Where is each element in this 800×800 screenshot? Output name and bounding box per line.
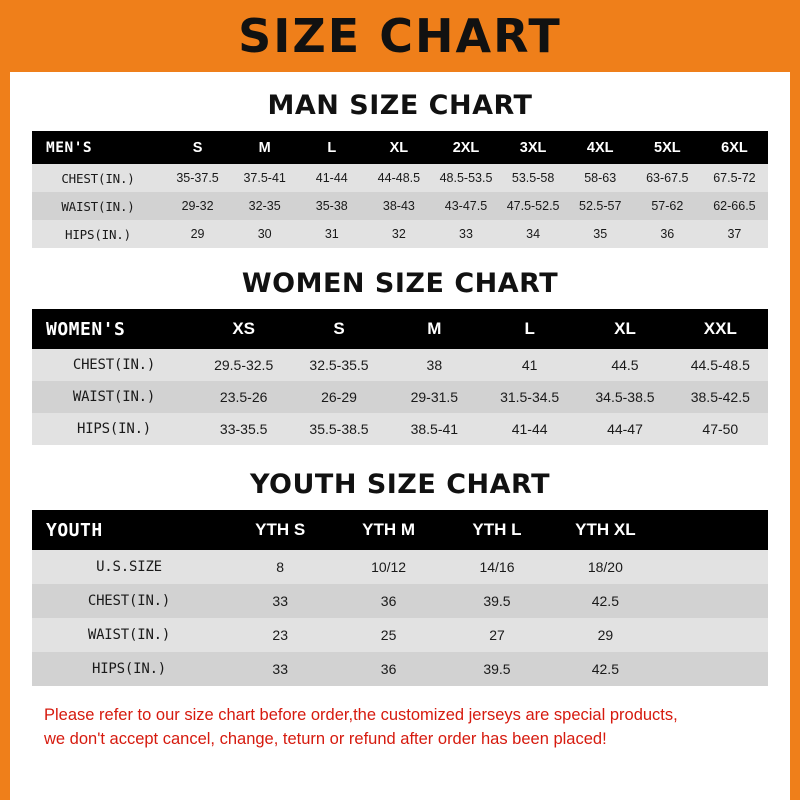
youth-r0c4	[660, 550, 768, 584]
women-corner-label: WOMEN'S	[32, 309, 196, 349]
man-r2c3: 32	[391, 227, 406, 241]
man-r2c4: 33	[459, 227, 473, 241]
women-col-5: XXL	[673, 309, 768, 349]
man-col-0: S	[164, 131, 231, 164]
women-r0c4: 44.5	[611, 357, 639, 373]
women-r0c5: 44.5-48.5	[690, 357, 750, 373]
man-col-1: M	[231, 131, 298, 164]
women-col-4: XL	[577, 309, 672, 349]
women-col-0: XS	[196, 309, 291, 349]
youth-r0c3: 18/20	[587, 559, 623, 575]
table-row	[32, 550, 768, 584]
youth-table-head	[32, 510, 768, 550]
table-row	[32, 192, 768, 220]
man-corner-label: MEN'S	[32, 131, 164, 164]
page-title: SIZE CHART	[238, 9, 562, 63]
man-col-5: 3XL	[500, 131, 567, 164]
man-r1c4: 43-47.5	[444, 199, 488, 213]
youth-row-2-label: WAIST(IN.)	[87, 627, 171, 643]
women-col-1: S	[291, 309, 386, 349]
man-r1c8: 62-66.5	[713, 199, 756, 213]
youth-r1c1: 36	[380, 593, 397, 609]
women-r1c4: 34.5-38.5	[595, 389, 655, 405]
youth-r3c1: 36	[380, 661, 397, 677]
youth-r2c1: 25	[380, 627, 397, 643]
youth-section-title: YOUTH SIZE CHART	[249, 469, 551, 500]
man-r0c5: 53.5-58	[511, 171, 555, 185]
footer-note-line-2: we don't accept cancel, change, teturn or refund after order has been placed!	[44, 729, 607, 748]
women-r2c2: 38.5-41	[410, 421, 459, 437]
man-r2c6: 35	[593, 227, 608, 241]
women-r1c3: 31.5-34.5	[500, 389, 560, 405]
man-r1c2: 35-38	[315, 199, 348, 213]
man-row-2-label: HIPS(IN.)	[65, 226, 131, 242]
content-area	[10, 90, 790, 752]
women-r2c0: 33-35.5	[219, 421, 268, 437]
youth-table-body	[32, 550, 768, 686]
man-r0c6: 58-63	[584, 171, 617, 185]
women-r2c4: 44-47	[607, 421, 643, 437]
women-row-1-label: WAIST(IN.)	[72, 389, 156, 405]
women-r1c2: 29-31.5	[410, 389, 459, 405]
man-r0c4: 48.5-53.5	[439, 171, 493, 185]
man-col-6: 4XL	[567, 131, 634, 164]
man-r0c1: 37.5-41	[243, 171, 286, 185]
youth-r0c1: 10/12	[371, 559, 407, 575]
man-r2c1: 30	[257, 227, 272, 241]
youth-size-table	[32, 510, 768, 686]
women-col-2: M	[387, 309, 482, 349]
table-row	[32, 584, 768, 618]
youth-col-1: YTH M	[334, 510, 442, 550]
man-col-3: XL	[365, 131, 432, 164]
youth-r2c3: 29	[597, 627, 614, 643]
man-r0c8: 67.5-72	[713, 171, 756, 185]
youth-r1c2: 39.5	[483, 593, 511, 609]
youth-r3c2: 39.5	[483, 661, 511, 677]
man-r0c2: 41-44	[315, 171, 348, 185]
man-r0c3: 44-48.5	[377, 171, 421, 185]
women-r0c3: 41	[521, 357, 538, 373]
women-r0c0: 29.5-32.5	[214, 357, 274, 373]
man-row-0-label: CHEST(IN.)	[61, 170, 135, 186]
table-header-row	[32, 131, 768, 164]
youth-col-0: YTH S	[226, 510, 334, 550]
man-col-7: 5XL	[634, 131, 701, 164]
man-r1c5: 47.5-52.5	[506, 199, 560, 213]
table-row	[32, 381, 768, 413]
youth-r0c0: 8	[276, 559, 285, 575]
man-r2c0: 29	[190, 227, 205, 241]
women-r2c5: 47-50	[702, 421, 739, 437]
women-row-0-label: CHEST(IN.)	[72, 357, 156, 373]
youth-r2c4	[660, 618, 768, 652]
man-table-head	[32, 131, 768, 164]
man-r1c7: 57-62	[651, 199, 684, 213]
man-r0c7: 63-67.5	[646, 171, 689, 185]
women-r0c1: 32.5-35.5	[309, 357, 369, 373]
women-r0c2: 38	[426, 357, 443, 373]
man-r1c0: 29-32	[181, 199, 214, 213]
youth-row-1-label: CHEST(IN.)	[87, 593, 171, 609]
man-section-title: MAN SIZE CHART	[267, 90, 533, 121]
man-r2c7: 36	[660, 227, 675, 241]
man-r1c6: 52.5-57	[579, 199, 622, 213]
women-table-body	[32, 349, 768, 445]
footer-note	[44, 704, 756, 752]
man-col-2: L	[298, 131, 365, 164]
table-row	[32, 652, 768, 686]
youth-r0c2: 14/16	[479, 559, 515, 575]
youth-r3c3: 42.5	[591, 661, 619, 677]
man-size-table	[32, 131, 768, 248]
youth-r1c4	[660, 584, 768, 618]
youth-r2c2: 27	[489, 627, 505, 643]
man-r2c2: 31	[324, 227, 339, 241]
women-r2c1: 35.5-38.5	[309, 421, 369, 437]
table-header-row	[32, 309, 768, 349]
women-size-table	[32, 309, 768, 445]
man-r2c5: 34	[526, 227, 541, 241]
table-row	[32, 349, 768, 381]
man-r1c3: 38-43	[382, 199, 415, 213]
footer-note-line-1: Please refer to our size chart before order,the customized jerseys are special products,	[44, 706, 678, 724]
youth-r3c4	[660, 652, 768, 686]
youth-r3c0: 33	[272, 661, 288, 677]
page-banner	[0, 0, 800, 72]
man-r2c8: 37	[727, 227, 742, 241]
women-section-title: WOMEN SIZE CHART	[241, 268, 559, 299]
youth-r1c3: 42.5	[591, 593, 619, 609]
man-r0c0: 35-37.5	[176, 171, 219, 185]
table-header-row	[32, 510, 768, 550]
youth-col-2: YTH L	[443, 510, 551, 550]
women-table-head	[32, 309, 768, 349]
youth-col-3: YTH XL	[551, 510, 659, 550]
man-col-4: 2XL	[432, 131, 499, 164]
women-col-3: L	[482, 309, 577, 349]
youth-corner-label: YOUTH	[32, 510, 226, 550]
women-r1c1: 26-29	[321, 389, 357, 405]
women-r1c5: 38.5-42.5	[690, 389, 750, 405]
man-table-body	[32, 164, 768, 248]
man-row-1-label: WAIST(IN.)	[61, 198, 135, 214]
youth-r1c0: 33	[272, 593, 288, 609]
table-row	[32, 220, 768, 248]
table-row	[32, 618, 768, 652]
table-row	[32, 164, 768, 192]
women-r1c0: 23.5-26	[219, 389, 268, 405]
youth-col-4	[660, 510, 768, 550]
table-row	[32, 413, 768, 445]
man-col-8: 6XL	[701, 131, 768, 164]
youth-row-3-label: HIPS(IN.)	[91, 661, 167, 677]
youth-row-0-label: U.S.SIZE	[96, 559, 162, 575]
man-r1c1: 32-35	[248, 199, 281, 213]
women-r2c3: 41-44	[511, 421, 548, 437]
women-row-2-label: HIPS(IN.)	[76, 421, 152, 437]
youth-r2c0: 23	[272, 627, 288, 643]
